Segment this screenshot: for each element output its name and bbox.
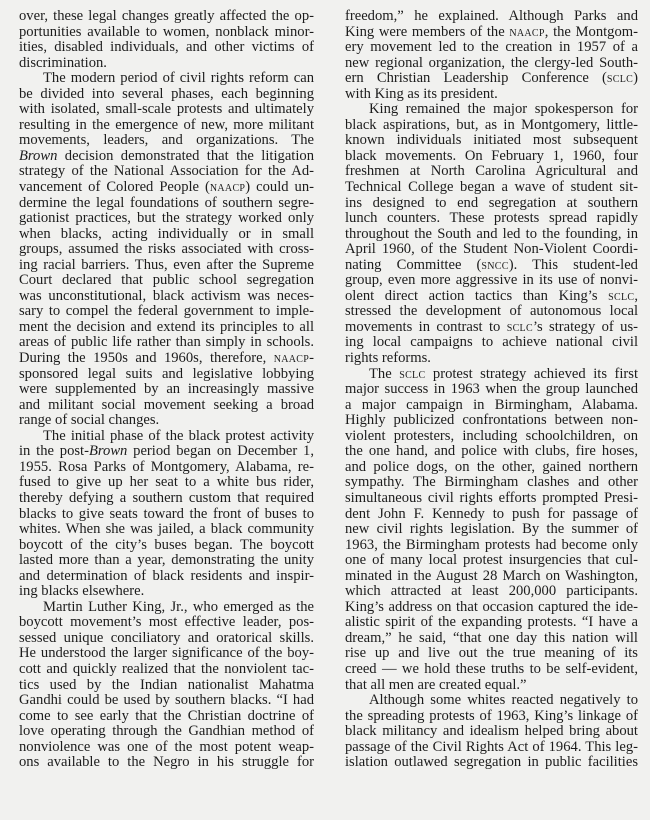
- text-line: dent John F. Kennedy to push for passage of: [345, 505, 638, 522]
- text-line: King were members of the naacp, the Montgom-: [345, 23, 638, 40]
- text-line: new civil rights legislation. By the summer of: [345, 521, 638, 538]
- text-line: the one hand, and police with clubs, fire hoses,: [345, 443, 638, 460]
- text-line: whites. When she was jailed, a black community: [19, 521, 314, 538]
- text-line: ery movement led to the creation in 1957 of a: [345, 39, 638, 56]
- text-line: dermine the legal foundations of southern segre-: [19, 194, 314, 211]
- text-line: known individuals initiated most subsequent: [345, 132, 638, 149]
- text-line: Court declared that public school segregation: [19, 272, 314, 289]
- text-line: areas of public life rather than simply in schools.: [19, 334, 314, 351]
- text-line: black aspirations, but, as in Montgomery, little-: [345, 116, 638, 133]
- text-line: simultaneous civil rights efforts prompted Presi-: [345, 489, 638, 506]
- text-column-left: [19, 9, 314, 771]
- text-line: and police dogs, on the other, gained northern: [345, 458, 638, 475]
- text-line: be divided into several phases, each beginning: [19, 85, 314, 102]
- text-line: Technical College began a wave of student sit-: [345, 179, 638, 196]
- text-line: rights reforms.: [345, 350, 431, 367]
- text-line: boycott of the city’s buses began. The boycott: [19, 536, 314, 553]
- text-line: thereby defying a southern custom that required: [19, 489, 314, 506]
- text-line: 1955. Rosa Parks of Montgomery, Alabama, re-: [19, 458, 314, 475]
- text-line: King remained the major spokesperson for: [369, 101, 638, 118]
- text-line: a major campaign in Birmingham, Alabama.: [345, 396, 638, 413]
- text-line: discrimination.: [19, 54, 107, 71]
- text-line: King’s address on that occasion captured the ide-: [345, 598, 638, 615]
- text-line: ins designed to end segregation at southern: [345, 194, 638, 211]
- text-column-right: [345, 9, 638, 771]
- text-line: groups, assumed the risks associated with cross-: [19, 241, 314, 258]
- text-line: portunities available to women, nonblack minor-: [19, 23, 314, 40]
- text-line: were supplemented by an increasingly massive: [19, 381, 314, 398]
- text-line: was unconstitutional, black activism was neces-: [19, 287, 314, 304]
- text-line: that all men are created equal.”: [345, 676, 527, 693]
- text-line: islation outlawed segregation in public facilities: [345, 754, 638, 771]
- text-line: passage of the Civil Rights Act of 1964. This leg-: [345, 738, 638, 755]
- text-line: Although some whites reacted negatively to: [369, 692, 638, 709]
- text-line: April 1960, of the Student Non-Violent Coordi-: [345, 241, 638, 258]
- text-line: major success in 1963 when the group launched: [345, 381, 638, 398]
- text-line: freshmen at North Carolina Agricultural and: [345, 163, 638, 180]
- text-line: love operating through the Gandhian method of: [19, 723, 314, 740]
- text-line: throughout the South and led to the founding, in: [345, 225, 638, 242]
- text-line: come to see early that the Christian doctrine of: [19, 707, 314, 724]
- text-line: and determination of black residents and inspir-: [19, 567, 314, 584]
- text-line: freedom,” he explained. Although Parks and: [345, 8, 638, 24]
- text-line: ing local campaigns to achieve national civil: [345, 334, 638, 351]
- text-line: and militant social movement seeking a broad: [19, 396, 314, 413]
- text-line: range of social changes.: [19, 412, 160, 429]
- text-line: in the post-Brown period began on December 1,: [19, 443, 314, 460]
- text-line: strategy of the National Association for the Ad-: [19, 163, 314, 180]
- text-line: over, these legal changes greatly affected the op-: [19, 8, 314, 24]
- text-line: sponsored legal suits and legislative lobbying: [19, 365, 314, 382]
- text-line: violent protesters, including schoolchildren, on: [345, 427, 638, 444]
- text-line: new regional organization, the clergy-led South-: [345, 54, 638, 71]
- text-line: sympathy. The Birmingham clashes and other: [345, 474, 638, 491]
- text-line: lunch counters. These protests spread rapidly: [345, 210, 638, 227]
- text-line: blacks to give seats toward the front of buses to: [19, 505, 314, 522]
- text-line: rise up and live out the true meaning of its: [345, 645, 638, 662]
- text-line: when blacks, acting individually or in small: [19, 225, 314, 242]
- text-line: 1963, the Birmingham protests had become only: [345, 536, 638, 553]
- text-line: movements, leaders, and organizations. The: [19, 132, 314, 149]
- text-line: During the 1950s and 1960s, therefore, naacp-: [19, 350, 314, 367]
- text-line: the spreading protests of 1963, King’s linkage of: [345, 707, 638, 724]
- text-line: ing racial barriers. Thus, even after the Supreme: [19, 256, 314, 273]
- text-line: He understood the larger significance of the boy-: [19, 645, 314, 662]
- text-line: sary to compel the federal government to imple-: [19, 303, 314, 320]
- text-line: Highly publicized confrontations between non-: [345, 412, 638, 429]
- text-line: sessed unique conciliatory and oratorical skills.: [19, 629, 314, 646]
- text-line: ern Christian Leadership Conference (sclc): [345, 70, 638, 87]
- text-line: gationist practices, but the strategy worked only: [19, 210, 314, 227]
- text-line: vancement of Colored People (naacp) could un-: [19, 179, 314, 196]
- text-line: Brown decision demonstrated that the litigation: [19, 147, 314, 164]
- text-line: tics used by the Indian nationalist Mahatma: [19, 676, 314, 693]
- text-line: ons available to the Negro in his struggle for: [19, 754, 314, 771]
- text-line: ing blacks elsewhere.: [19, 583, 145, 600]
- text-line: dream,” he said, “that one day this nation will: [345, 629, 638, 646]
- text-line: The sclc protest strategy achieved its first: [369, 365, 639, 382]
- text-line: ment the decision and extend its principles to all: [19, 318, 314, 335]
- text-line: olent direct action tactics than King’s sclc,: [345, 287, 638, 304]
- text-line: boycott movement’s most effective leader, pos-: [19, 614, 314, 631]
- text-line: alistic spirit of the expanding protests. “I have a: [345, 614, 638, 631]
- text-line: black militancy and idealism helped bring about: [345, 723, 638, 740]
- text-line: one of many local protest insurgencies that cul-: [345, 552, 638, 569]
- text-line: with isolated, small-scale protests and ultimately: [19, 101, 314, 118]
- text-line: lasted more than a year, demonstrating the unity: [19, 552, 314, 569]
- text-line: ities, disabled individuals, and other victims of: [19, 39, 314, 56]
- text-line: nating Committee (sncc). This student-led: [345, 256, 638, 273]
- text-line: minated in the August 28 March on Washington,: [345, 567, 638, 584]
- text-line: Martin Luther King, Jr., who emerged as the: [43, 598, 314, 615]
- text-line: cott and quickly realized that the nonviolent tac-: [19, 660, 314, 677]
- text-line: fused to give up her seat to a white bus rider,: [19, 474, 314, 491]
- text-line: stressed the development of autonomous local: [345, 303, 638, 320]
- text-line: creed — we hold these truths to be self-evident,: [345, 660, 638, 677]
- text-line: movements in contrast to sclc’s strategy of us-: [345, 318, 639, 335]
- text-line: resulting in the emergence of new, more militant: [19, 116, 314, 133]
- text-line: which attracted at least 200,000 participants.: [345, 583, 638, 600]
- text-line: with King as its president.: [345, 85, 498, 102]
- text-line: The modern period of civil rights reform can: [43, 70, 314, 87]
- text-line: black movements. On February 1, 1960, four: [345, 147, 638, 164]
- text-line: group, even more aggressive in its use of nonvi-: [345, 272, 638, 289]
- text-line: Gandhi could be used by southern blacks. “I had: [19, 692, 314, 709]
- text-line: nonviolence was one of the most potent weap-: [19, 738, 314, 755]
- text-line: The initial phase of the black protest activity: [43, 427, 314, 444]
